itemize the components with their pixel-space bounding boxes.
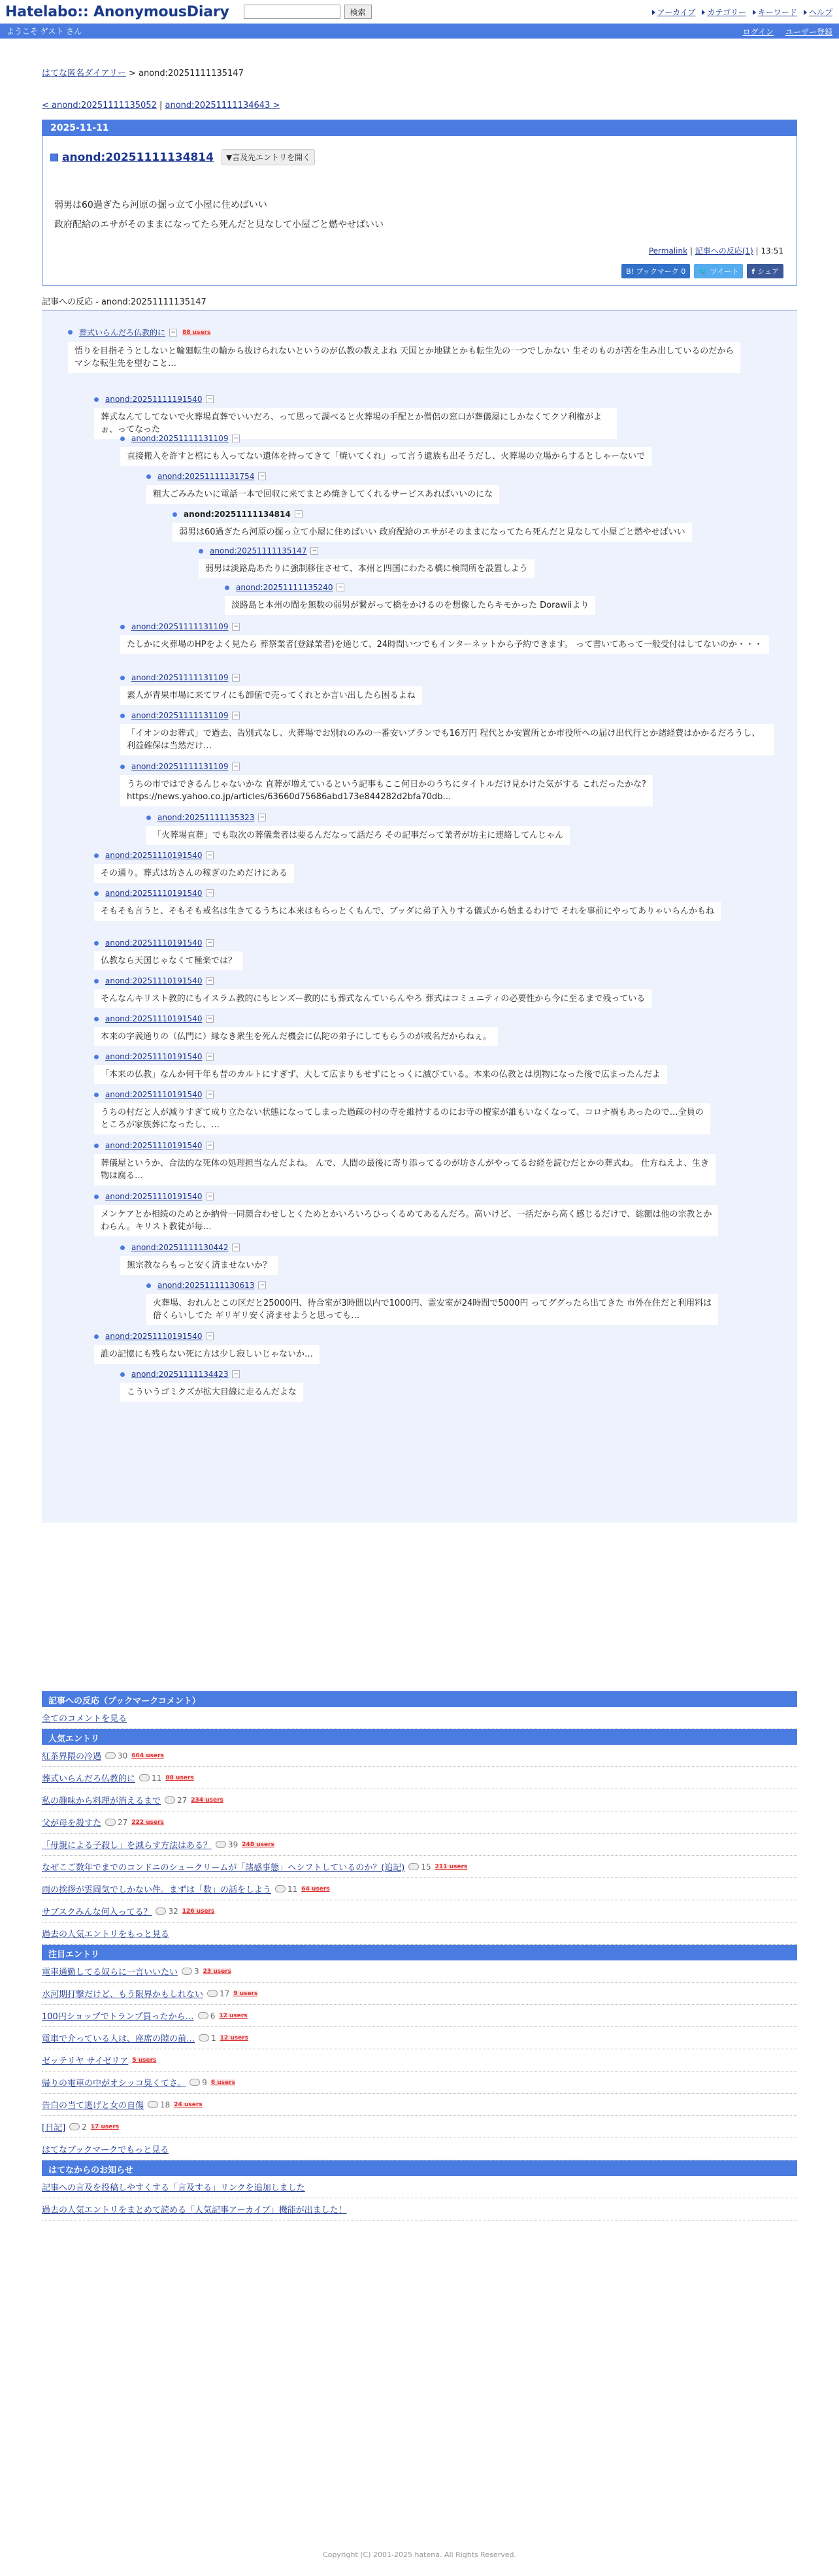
reaction-body: 弱男は淡路島あたりに強制移住させて、本州と四国にわたる橋に検問所を設置しよう [199,559,535,578]
comment-count-number: 27 [118,1817,128,1827]
collapse-icon[interactable]: − [206,1193,214,1200]
tweet-label: ツイート [710,267,739,276]
popular-list [42,1745,797,1923]
collapse-icon[interactable]: − [232,1370,240,1378]
notable-entry-row [42,2027,797,2049]
collapse-icon[interactable]: − [232,712,240,719]
comment-bubble-icon [199,2034,209,2041]
reaction-body: 悟りを目指そうとしないと輪廻転生の輪から抜けられないというのが仏教の教えよね 天国とか地獄とかも転生先の一つでしかない 生そのものが苦を生み出しているのだから マシな転生先を望むこと… [68,342,740,373]
reaction-title-link[interactable]: anond:20251110191540 [105,1141,203,1150]
notable-entry-row [42,2094,797,2116]
bullet-icon [94,891,99,896]
reaction-body: 淡路島と本州の間を無数の弱男が繋がって橋をかけるのを想像したらキモかった Dorawiiより [225,596,595,615]
bullet-icon [94,1334,99,1339]
expand-referenced-button[interactable]: ▼言及先エントリを開く [222,149,315,165]
notable-entry-link[interactable]: ゼッテリヤ サイゼリア [42,2056,129,2066]
reactions-count-link[interactable]: 記事への反応(1) [695,246,753,256]
popular-entry-row [42,1878,797,1900]
notable-more-link[interactable]: はてなブックマークでもっと見る [42,2145,169,2155]
comment-count [165,1796,187,1805]
next-entry-link[interactable]: anond:20251111134643 > [165,101,280,110]
notable-entry-row [42,2116,797,2138]
reaction-body: 本来の字義通りの（仏門に）縁なき衆生を死んだ機会に仏陀の弟子にしてもらうのが戒名だからねぇ。 [94,1027,498,1046]
nav-keyword[interactable]: キーワード [757,8,797,17]
reaction-title-link[interactable]: anond:20251110191540 [105,1014,203,1023]
reaction-node [94,976,651,1008]
comment-count-number: 11 [152,1773,162,1783]
collapse-icon[interactable]: − [169,329,177,337]
notable-list [42,1960,797,2138]
comment-count [148,2100,170,2109]
bookmark-users-badge[interactable]: 6 users [210,2079,235,2086]
reaction-body: 火葬場、おれんとこの区だと25000円、待合室が3時間以内で1000円、霊安室が24時間で5000円 ってググったら出てきた 市外在住だと利用料は 倍くらいしてた ギリギリ安く済ませようと思っても… [146,1294,718,1325]
comment-bubble-icon [156,1907,166,1915]
collapse-icon[interactable]: − [206,1332,214,1340]
reaction-title-link[interactable]: anond:20251110191540 [105,1090,203,1099]
notable-entry-link[interactable]: 電車通勤してる奴らに一言いいたい [42,1968,178,1977]
breadcrumb-home[interactable]: はてな匿名ダイアリー [42,69,126,78]
comment-count-number: 1 [211,2033,216,2043]
comment-count [198,2011,216,2021]
news-section-title: はてなからのお知らせ [42,2160,797,2176]
reaction-node [173,510,692,542]
popular-entry-link[interactable]: なぜこご数年でまでのコンドニのシュークリームが「諸感事態」ヘシフトしているのか？(追記) [42,1863,405,1873]
reaction-body: 「火葬場直葬」でも取次の葬儀業者は要るんだなって話だろ その記事だって業者が坊主に連絡してんじゃん [146,826,570,845]
register-link[interactable]: ユーザー登録 [785,27,832,37]
reaction-node [120,622,769,654]
prev-entry-link[interactable]: < anond:20251111135052 [42,101,157,110]
bookmark-users-badge[interactable]: 9 users [233,1990,258,1997]
collapse-icon[interactable]: − [206,395,214,403]
reaction-node [94,889,721,921]
news-item [42,2198,797,2221]
reaction-thread [42,310,797,1523]
reaction-node [120,1243,278,1275]
bullet-icon [120,714,125,718]
collapse-icon[interactable]: − [295,510,303,518]
reaction-body: 誰の記憶にも残らない死に方は少し寂しいじゃないか… [94,1345,320,1364]
notable-section-title: 注目エントリ [42,1945,797,1960]
entry-date: 2025-11-11 [42,120,797,136]
bullet-icon [94,1144,99,1148]
comment-count-number: 18 [160,2100,171,2109]
user-bar [0,24,839,39]
comment-bubble-icon [189,2079,200,2086]
entry-title[interactable]: anond:20251111134814 [62,150,214,164]
site-logo[interactable]: Hatelabo:: AnonymousDiary [5,3,229,20]
comment-count-number: 11 [288,1884,298,1894]
notable-entry-link[interactable]: 告白の当て逃げと女の自傷 [42,2101,144,2111]
bullet-icon [146,1283,151,1288]
bookmark-users-badge[interactable]: 17 users [90,2123,120,2130]
comment-bubble-icon [165,1796,175,1804]
breadcrumb [42,66,797,78]
reaction-node [94,1052,667,1084]
reaction-node [120,762,653,806]
bullet-icon [94,941,99,946]
notable-entry-row [42,2005,797,2027]
reaction-body: そもそも言うと、そもそも戒名は生きてるうちに本来はもらっとくもんで、ブッダに弟子入りする儀式から始まるわけで それを事前にやってありゃいらんかもね [94,902,721,921]
comment-count [69,2122,87,2132]
collapse-icon[interactable]: − [310,547,318,555]
header-nav [652,7,832,18]
popular-entry-link[interactable]: 葬式いらんだろ仏教的に [42,1774,136,1784]
comment-count [207,1989,229,1998]
reaction-node [94,395,617,439]
reaction-title-link[interactable]: anond:20251110191540 [105,1332,203,1341]
comment-count-number: 39 [228,1840,239,1849]
notable-entry-row [42,2049,797,2072]
collapse-icon[interactable]: − [258,472,266,480]
permalink-link[interactable]: Permalink [648,246,688,256]
comment-count [139,1774,161,1783]
notable-more-row [42,2138,797,2160]
reaction-title-link[interactable]: anond:20251110191540 [105,1052,203,1061]
popular-entry-row [42,1789,797,1811]
bullet-icon [68,330,73,335]
login-link[interactable]: ログイン [742,27,774,37]
entry-box [42,120,797,286]
bullet-icon [173,512,177,517]
bookmark-users-badge[interactable]: 23 users [203,1968,231,1975]
comment-count-number: 17 [220,1989,230,1998]
entry-body [54,195,797,235]
share-buttons [42,256,797,285]
reaction-title-link[interactable]: anond:20251111131109 [131,434,229,443]
bird-icon: 🐦 [699,267,708,276]
main-content [42,66,797,2221]
reaction-title-link[interactable]: anond:20251111135323 [157,813,255,822]
entry-footer [42,245,797,256]
bookmark-users-badge[interactable]: 24 users [174,2101,203,2108]
arrow-icon [652,10,655,15]
comment-count-number: 3 [194,1966,199,1976]
nav-archive[interactable]: アーカイブ [657,8,696,17]
notable-entry-link[interactable]: [日記] [42,2123,66,2133]
reaction-node [94,1014,498,1046]
bookmark-users-badge[interactable]: 234 users [191,1796,223,1804]
bullet-icon [146,816,151,820]
comment-count [189,2078,207,2087]
notable-entry-link[interactable]: 100円ショップでトランプ買ったから… [42,2012,194,2022]
collapse-icon[interactable]: − [258,1281,266,1289]
bullet-icon [225,586,229,590]
search-input[interactable] [244,5,340,19]
collapse-icon[interactable]: − [206,1091,214,1098]
collapse-icon[interactable]: − [206,851,214,859]
hatebu-button[interactable]: B! ブックマーク 0 [621,264,690,278]
reaction-title-link[interactable]: anond:20251111131109 [131,711,229,720]
reaction-body: うちの村だと人が減りすぎて成り立たない状態になってしまった過疎の村の寺を維持するのにお寺の檀家が誰もいなくなって、コロナ禍もあったので…全員の ところが家族葬になったし、… [94,1103,710,1134]
entry-square-icon [50,154,58,161]
reaction-node [94,1332,320,1364]
news-link[interactable]: 過去の人気エントリをまとめて読める「人気記事アーカイブ」機能が出ました！ [42,2205,347,2215]
bullet-icon [120,676,125,680]
reaction-node [146,813,570,845]
bullet-icon [94,1195,99,1199]
reaction-title-link[interactable]: anond:20251111131754 [157,472,255,481]
collapse-icon[interactable]: − [258,814,266,821]
popular-entry-row [42,1900,797,1923]
reaction-node [94,1192,718,1236]
reaction-node [120,673,422,705]
arrow-icon [702,10,705,15]
popular-entry-row [42,1767,797,1789]
comment-count-number: 9 [202,2077,207,2087]
reaction-node [146,1281,718,1325]
bullet-icon [120,625,125,629]
bookmark-users-badge[interactable]: 12 users [220,2034,248,2041]
reaction-title-link[interactable]: anond:20251110191540 [105,1192,203,1201]
comment-count [182,1967,199,1976]
reaction-body: 葬儀屋というか、合法的な死体の処理担当なんだよね。 んで、人間の最後に寄り添ってるのが坊さんがやってるお経を読むだとかの葬式ね。 仕方ねえよ、生き 物は腐る… [94,1154,716,1185]
reaction-node [94,851,294,883]
bullet-icon [120,437,125,441]
reaction-body: 粗大ごみみたいに電話一本で回収に来てまとめ焼きしてくれるサービスあればいいのにな [146,485,499,504]
news-link[interactable]: 記事への言及を投稿しやすくする「言及する」リンクを追加しました [42,2183,305,2193]
notable-entry-row [42,1983,797,2005]
reaction-node [94,1141,716,1185]
notable-entry-link[interactable]: 水河期打撃だけど、もう限界かもしれない [42,1990,204,2000]
collapse-icon[interactable]: − [337,584,344,591]
collapse-icon[interactable]: − [232,435,240,442]
reaction-body: 直接搬入を許すと棺にも入ってない遺体を持ってきて「焼いてくれ」って言う遺族も出そうだし、火葬場の立場からするとしゃーないで [120,447,651,466]
popular-entry-link[interactable]: サブスクみんな何入ってる？ [42,1907,152,1917]
collapse-icon[interactable]: − [206,977,214,985]
breadcrumb-current: anond:20251111135147 [139,69,244,78]
reaction-body: メンケアとか相続のためとか納骨一同顔合わせしとくためとかいろいろひっくるめてあるんだろ。高いけど、一括だから高く感じるだけで、総額は他の宗教とか わらん。キリスト教徒が毎… [94,1205,718,1236]
reaction-body: 無宗教ならもっと安く済ませないか？ [120,1256,278,1275]
comment-count-number: 27 [177,1795,188,1805]
reaction-body: 弱男は60過ぎたら河原の掘っ立て小屋に住めばいい 政府配給のエサがそのままになってたら死んだと見なして小屋ごと燃やせばいい [173,523,692,542]
reaction-title-link[interactable]: anond:20251111131109 [131,622,229,631]
comment-count [105,1818,127,1827]
reaction-node [94,1090,710,1134]
bookmark-users-badge[interactable]: 126 users [182,1907,215,1915]
reaction-node [146,472,499,504]
bookmark-users-badge[interactable]: 248 users [242,1841,274,1848]
search-button[interactable]: 検索 [344,5,372,19]
comment-bubble-icon [198,2012,208,2019]
facebook-icon: f [751,267,755,276]
bookmark-users-badge[interactable]: 88 users [182,329,211,336]
reaction-title-link[interactable]: 葬式いらんだろ仏教的に [79,328,166,337]
reaction-title-link[interactable]: anond:20251111130613 [157,1281,255,1290]
bookmark-users-badge[interactable]: 12 users [219,2012,248,2019]
bullet-icon [146,474,151,479]
bullet-icon [94,397,99,402]
reaction-body: こういうゴミクズが拡大目線に走るんだよな [120,1383,303,1402]
notable-entry-link[interactable]: 電車で介っている人は、座席の隙の前… [42,2034,195,2044]
comment-count [105,1751,127,1760]
reaction-body: その通り。葬式は坊さんの稼ぎのためだけにある [94,864,294,883]
collapse-icon[interactable]: − [206,1142,214,1149]
reaction-title-link[interactable]: anond:20251111130442 [131,1243,229,1252]
popular-entry-link[interactable]: 紅茶界隈の冷遇 [42,1752,102,1762]
comment-count-number: 6 [210,2011,216,2021]
popular-entry-row [42,1811,797,1834]
reactions-heading: 記事への反応 - anond:20251111135147 [42,297,206,307]
bullet-icon [94,1093,99,1097]
collapse-icon[interactable]: − [232,674,240,682]
reaction-title-link[interactable]: anond:20251111135240 [236,583,333,592]
comment-count [199,2034,216,2043]
popular-entry-row [42,1856,797,1878]
bullet-icon [94,1055,99,1059]
bullet-icon [94,853,99,858]
reaction-body: 葬式なんてしてないで火葬場直葬でいいだろ、って思って調べると火葬場の手配とか僧侶の窓口が葬儀屋にしかなくてクソ利権がよぉ、ってなった [94,408,617,439]
site-header [0,0,839,24]
popular-entry-link[interactable]: 私の趣味から料理が消えるまで [42,1796,161,1806]
reaction-title-link[interactable]: anond:20251111131109 [131,673,229,682]
reaction-node [68,327,740,373]
prev-next-separator: | [156,101,165,110]
popular-more-row [42,1923,797,1945]
popular-entry-link[interactable]: 雨の挨拶が雲岡気でしかない件。まずは「数」の話をしよう [42,1885,272,1895]
reaction-title-link[interactable]: anond:20251111134423 [131,1370,229,1379]
popular-entry-row [42,1745,797,1767]
reaction-body: うちの市ではできるんじゃないかな 直葬が増えているという記事もここ何日かのうちにタイトルだけ見かけた気がする これだったかな? https://news.yahoo.co.jp/articles/63660d75686abd173e844282d2bfa70db… [120,775,653,806]
prev-next-nav [42,101,797,110]
fb-label: シェア [757,267,779,276]
bullet-icon [120,1372,125,1377]
comment-bubble-icon [207,1990,218,1997]
nav-category[interactable]: カテゴリー [707,8,746,17]
comment-bubble-icon [148,2101,158,2108]
comment-bubble-icon [216,1841,226,1848]
reaction-node [120,1370,303,1402]
arrow-icon [753,10,756,15]
comment-count-number: 15 [421,1862,431,1872]
reaction-node [120,434,651,466]
bookmark-section-title: 記事への反応（ブックマークコメント） [42,1691,797,1707]
comment-bubble-icon [139,1774,150,1781]
entry-line: 政府配給のエサがそのままになってたら死んだと見なして小屋ごと燃やせばいい [54,220,384,230]
bullet-icon [94,979,99,983]
bookmark-users-badge[interactable]: 5 users [132,2056,157,2064]
collapse-icon[interactable]: − [206,889,214,897]
reaction-body: たしかに火葬場のHPをよく見たら 葬祭業者(登録業者)を通じて、24時間いつでもインターネットから予約できます。 って書いてあって一般受付はしてないのか・・・ [120,635,769,654]
reaction-body: 「本来の仏教」なんか何千年も昔のカルトにすぎず、大して広まりもせずにとっくに滅びている。本来の仏教とは別物になった後で広まったんだよ [94,1065,667,1084]
tweet-button[interactable] [694,264,743,278]
collapse-icon[interactable]: − [206,1053,214,1061]
bookmark-users-badge[interactable]: 664 users [131,1752,164,1759]
reaction-title-link[interactable]: anond:20251111135147 [210,546,307,555]
comment-bubble-icon [408,1863,419,1870]
reaction-node [225,583,595,615]
all-comments-row [42,1707,797,1729]
popular-more-link[interactable]: 過去の人気エントリをもっと見る [42,1930,170,1940]
bullet-icon [94,1017,99,1021]
collapse-icon[interactable]: − [232,1244,240,1251]
collapse-icon[interactable]: − [206,1015,214,1023]
comment-count-number: 30 [118,1751,128,1760]
reaction-node [94,938,243,970]
breadcrumb-separator: > [125,69,139,78]
nav-help[interactable]: ヘルプ [808,8,832,17]
comment-count [156,1907,178,1916]
arrow-icon [804,10,807,15]
reaction-title-link[interactable]: anond:20251110191540 [105,851,203,860]
reaction-body: 「イオンのお葬式」で過去、告別式なし、火葬場でお別れのみの一番安いプランでも16万円 程代とか安置所とか市役所への届け出代行とか諸経費はかかるだろうし、利益確保は当然だけ… [120,724,774,755]
reaction-node [199,546,535,578]
news-item [42,2176,797,2198]
comment-bubble-icon [275,1885,286,1892]
notable-entry-row [42,2072,797,2094]
popular-section-title: 人気エントリ [42,1729,797,1745]
collapse-icon[interactable]: − [206,939,214,947]
comment-bubble-icon [105,1752,116,1759]
reaction-title-link[interactable]: anond:20251110191540 [105,889,203,898]
comment-count-number: 2 [82,2122,87,2132]
comment-count [216,1840,238,1849]
comment-bubble-icon [69,2123,80,2130]
copyright-footer: Copyright (C) 2001-2025 hatena. All Rights Reserved. [323,2551,516,2559]
all-comments-link[interactable]: 全てのコメントを見る [42,1714,127,1724]
reaction-title-link[interactable]: anond:20251111191540 [105,395,203,404]
popular-entry-row [42,1834,797,1856]
current-entry-title: anond:20251111134814 [184,510,291,519]
footer-separator: | [689,246,695,256]
entry-time: | 13:51 [755,246,783,256]
popular-entry-link[interactable]: 「母親による子殺し」を減らす方法はある？ [42,1841,212,1851]
welcome-text: ようこそ ゲスト さん [7,27,82,36]
collapse-icon[interactable]: − [232,623,240,631]
reaction-title-link[interactable]: anond:20251110191540 [105,938,203,948]
notable-entry-link[interactable]: 帰りの電車の中がオシッコ臭くてさ。 [42,2079,186,2089]
bookmark-users-badge[interactable]: 222 users [131,1819,164,1826]
collapse-icon[interactable]: − [232,763,240,770]
reaction-node [120,711,774,755]
entry-line: 弱男は60過ぎたら河原の掘っ立て小屋に住めばいい [54,200,267,210]
facebook-share-button[interactable] [747,264,783,278]
bullet-icon [199,549,203,553]
bullet-icon [120,1246,125,1250]
comment-bubble-icon [182,1968,192,1975]
reaction-title-link[interactable]: anond:20251111131109 [131,762,229,771]
bookmark-users-badge[interactable]: 88 users [165,1774,194,1781]
notable-entry-row [42,1960,797,1983]
comment-count [408,1862,431,1872]
reaction-body: 仏教なら天国じゃなくて極楽では？ [94,951,243,970]
reaction-body: 素人が青果市場に来てワイにも卸値で売ってくれとか言い出したら困るよね [120,686,422,705]
comment-count [275,1885,297,1894]
reaction-body: そんなんキリスト教的にもイスラム教的にもヒンズー教的にも葬式なんていらんやろ 葬式はコミュニティの必要性から今に至るまで残っている [94,989,651,1008]
comment-count-number: 32 [168,1906,178,1916]
bookmark-users-badge[interactable]: 211 users [435,1863,468,1870]
bullet-icon [120,765,125,769]
reaction-title-link[interactable]: anond:20251110191540 [105,976,203,985]
popular-entry-link[interactable]: 父が母を殺すた [42,1819,102,1828]
bookmark-users-badge[interactable]: 64 users [301,1885,330,1892]
comment-bubble-icon [105,1819,116,1826]
